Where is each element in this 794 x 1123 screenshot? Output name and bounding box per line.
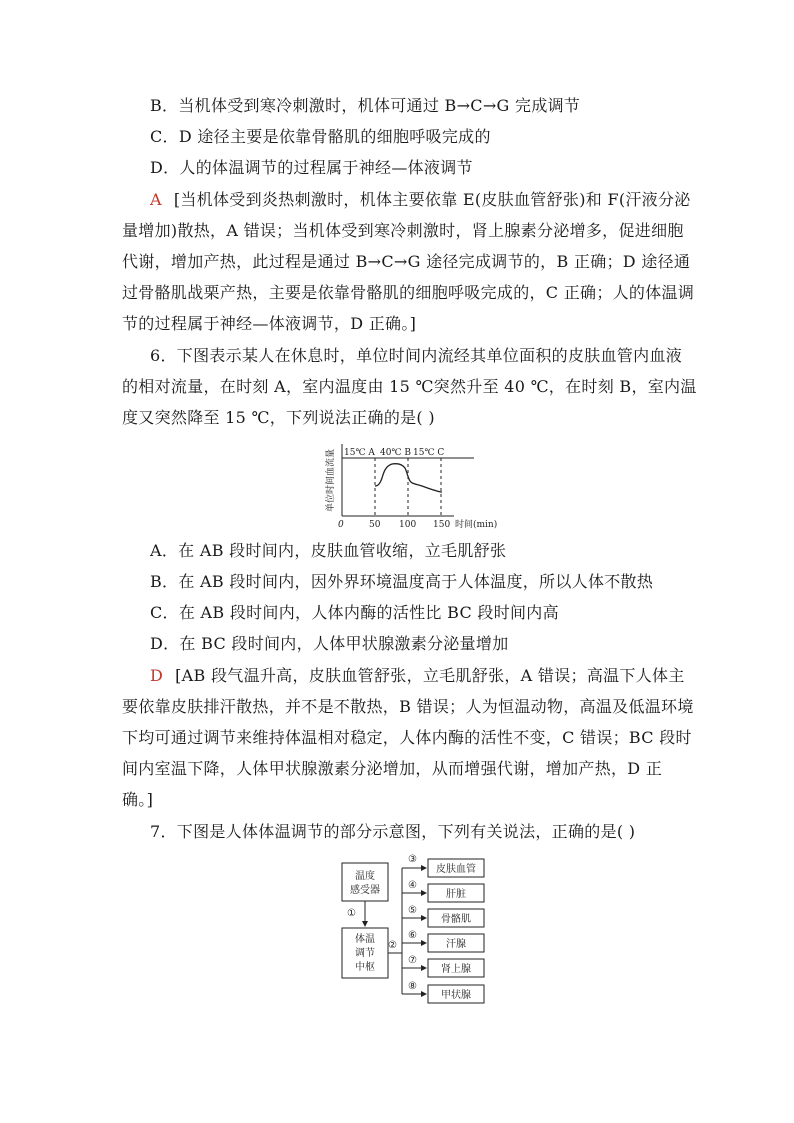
q6-answer: D	[150, 666, 164, 685]
q6-stem-line-3: 度又突然降至 15 ℃，下列说法正确的是( )	[122, 408, 435, 427]
q6-explanation-line-1	[150, 666, 685, 686]
q5-explanation-line-2: 量增加)散热，A 错误；当机体受到寒冷刺激时，肾上腺素分泌增多，促进细胞	[122, 221, 684, 240]
figure1-tick-100: 100	[399, 520, 417, 530]
figure1-tick-0: 0	[338, 520, 344, 530]
num-3: ③	[408, 854, 417, 865]
q5-option-b: B．当机体受到寒冷刺激时，机体可通过 B→C→G 完成调节	[150, 96, 581, 115]
num-4: ④	[408, 880, 417, 891]
sensor-text-2: 感受器	[350, 885, 380, 896]
thermoregulation-diagram	[336, 850, 492, 1008]
num-5: ⑤	[408, 905, 417, 916]
num-8: ⑧	[408, 981, 417, 992]
figure1-label-a: 15℃ A	[344, 448, 375, 458]
center-text-3: 中枢	[355, 962, 375, 973]
target-text-sweat-gland: 汗腺	[446, 939, 466, 950]
q6-explanation-line-2: 要依靠皮肤排汗散热，并不是不散热，B 错误；人为恒温动物，高温及低温环境	[122, 697, 694, 716]
q6-option-c: C．在 AB 段时间内，人体内酶的活性比 BC 段时间内高	[150, 603, 559, 622]
q6-stem-line-2: 的相对流量，在时刻 A，室内温度由 15 ℃突然升至 40 ℃，在时刻 B，室内温	[122, 377, 697, 396]
flow-curve	[375, 464, 442, 492]
q6-explanation-line-4: 间内室温下降，人体甲状腺激素分泌增加，从而增强代谢，增加产热，D 正	[122, 759, 663, 778]
q6-exp-text-1: [AB 段气温升高，皮肤血管舒张，立毛肌舒张，A 错误；高温下人体主	[175, 666, 685, 685]
sensor-text-1: 温度	[355, 871, 375, 882]
q5-answer: A	[150, 190, 162, 209]
figure1-tick-50: 50	[369, 520, 381, 530]
q6-explanation-line-3: 下均可通过调节来维持体温相对稳定，人体内酶的活性不变，C 错误；BC 段时	[122, 728, 692, 747]
q6-stem-line-1: 6．下图表示某人在休息时，单位时间内流经其单位面积的皮肤血管内血液	[150, 346, 683, 365]
q6-option-b: B．在 AB 段时间内，因外界环境温度高于人体温度，所以人体不散热	[150, 572, 654, 591]
q5-explanation-line-4: 过骨骼肌战栗产热，主要是依靠骨骼肌的细胞呼吸完成的，C 正确；人的体温调	[122, 283, 695, 302]
target-text-liver: 肝脏	[446, 889, 466, 900]
figure1-tick-150: 150	[433, 520, 451, 530]
q5-explanation-line-3: 代谢，增加产热，此过程是通过 B→C→G 途径完成调节的，B 正确；D 途径通	[122, 252, 691, 271]
num-7: ⑦	[408, 955, 417, 966]
center-text-2: 调节	[355, 948, 375, 959]
num-6: ⑥	[408, 930, 417, 941]
target-text-skeletal-muscle: 骨骼肌	[441, 914, 471, 925]
q5-option-c: C．D 途径主要是依靠骨骼肌的细胞呼吸完成的	[150, 127, 491, 146]
figure1-x-label: 时间(min)	[455, 520, 498, 530]
center-text-1: 体温	[355, 934, 375, 945]
target-text-thyroid: 甲状腺	[441, 990, 471, 1001]
q5-explanation-line-5: 节的过程属于神经—体液调节，D 正确。]	[122, 314, 417, 333]
target-text-adrenal: 肾上腺	[441, 964, 471, 975]
figure1-label-c: 15℃ C	[413, 448, 445, 458]
q6-explanation-line-5: 确。]	[122, 790, 154, 809]
blood-flow-figure	[318, 436, 508, 532]
q5-exp-text-1: [当机体受到炎热刺激时，机体主要依靠 E(皮肤血管舒张)和 F(汗液分泌	[173, 190, 691, 209]
q7-stem: 7．下图是人体体温调节的部分示意图，下列有关说法，正确的是( )	[150, 822, 636, 841]
target-text-skin-vessels: 皮肤血管	[436, 864, 476, 875]
num-2: ②	[388, 940, 397, 951]
q5-option-d: D．人的体温调节的过程属于神经—体液调节	[150, 158, 473, 177]
figure1-label-b: 40℃ B	[380, 448, 411, 458]
q6-option-d: D．在 BC 段时间内，人体甲状腺激素分泌量增加	[150, 634, 509, 653]
q5-explanation-line-1	[150, 190, 691, 210]
q6-option-a: A．在 AB 段时间内，皮肤血管收缩，立毛肌舒张	[150, 541, 507, 560]
num-1: ①	[347, 908, 356, 919]
figure1-y-label: 单位时间血流量	[326, 448, 336, 512]
